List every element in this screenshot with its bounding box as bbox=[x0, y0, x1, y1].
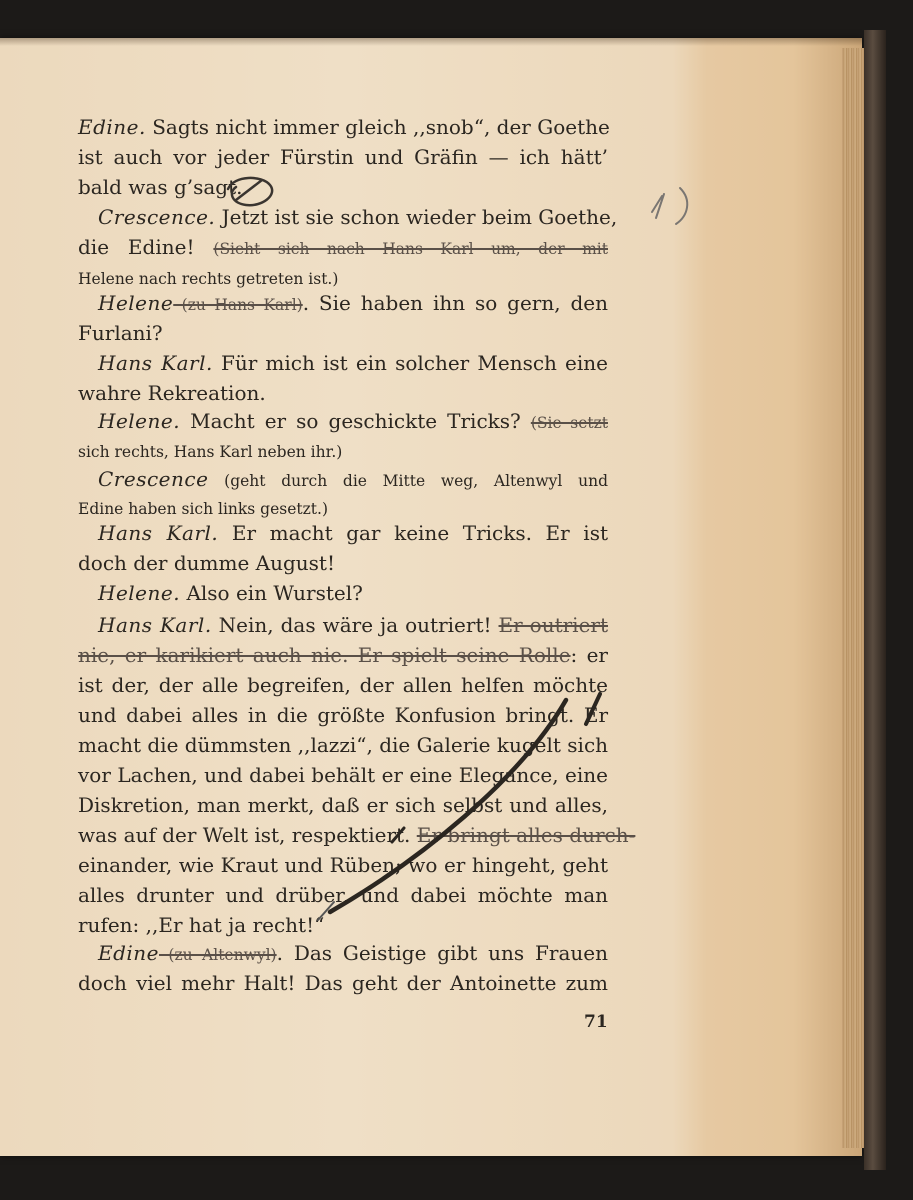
text-span: sich rechts, Hans Karl neben ihr.) bbox=[78, 443, 343, 461]
text-line bbox=[78, 850, 608, 880]
text-line bbox=[78, 378, 608, 408]
text-span: Helene nach rechts getreten ist.) bbox=[78, 270, 339, 288]
text-span: die Edine! bbox=[78, 235, 214, 259]
text-line bbox=[78, 610, 608, 640]
text-span: Er outriert bbox=[498, 613, 609, 637]
text-line bbox=[78, 968, 608, 998]
text-span: (zu Hans Karl) bbox=[173, 296, 303, 314]
text-span: Also ein Wurstel? bbox=[180, 581, 363, 605]
text-line bbox=[78, 348, 608, 378]
text-line bbox=[78, 880, 608, 910]
text-span: Nein, das wäre ja outriert! bbox=[211, 613, 499, 637]
text-line bbox=[78, 464, 608, 494]
text-line bbox=[78, 910, 608, 940]
text-line bbox=[78, 640, 608, 670]
text-line bbox=[78, 670, 608, 700]
page-edges bbox=[842, 48, 864, 1148]
text-span: Sagts nicht immer gleich ,,snob“, der Goethe bbox=[145, 115, 610, 139]
text-span: ist der, der alle begreifen, der allen helfen möchte bbox=[78, 673, 608, 697]
text-span: Für mich ist ein solcher Mensch eine bbox=[212, 351, 608, 375]
text-span: (zu Altenwyl) bbox=[159, 946, 277, 964]
text-span: Edine. bbox=[78, 115, 146, 139]
text-line bbox=[78, 548, 608, 578]
text-span: Jetzt ist sie schon wieder beim Goethe, bbox=[215, 205, 618, 229]
text-span: Edine bbox=[98, 941, 160, 965]
text-line bbox=[78, 820, 636, 850]
text-span: doch der dumme August! bbox=[78, 551, 335, 575]
page-number: 71 bbox=[584, 1012, 608, 1032]
text-span: Macht er so geschickte Tricks? bbox=[180, 409, 531, 433]
text-line bbox=[78, 232, 608, 262]
text-line bbox=[78, 790, 608, 820]
text-span: doch viel mehr Halt! Das geht der Antoinette zum bbox=[78, 971, 608, 995]
text-line bbox=[78, 518, 608, 548]
text-span: Hans Karl. bbox=[98, 521, 219, 545]
text-span: Hans Karl. bbox=[98, 613, 212, 637]
text-line bbox=[78, 730, 608, 760]
text-line bbox=[78, 172, 608, 202]
text-span: rufen: ,,Er hat ja recht!“ bbox=[78, 913, 325, 937]
text-line bbox=[78, 142, 608, 172]
text-span: macht die dümmsten ,,lazzi“, die Galerie kugelt sich bbox=[78, 733, 609, 757]
text-span: Helene. bbox=[98, 581, 181, 605]
text-span: Er bringt alles durch- bbox=[416, 823, 636, 847]
text-span: nie, er karikiert auch nie. Er spielt seine Rolle bbox=[78, 643, 571, 667]
book-spine bbox=[864, 30, 886, 1170]
page-top-shadow bbox=[0, 38, 862, 46]
text-span: alles drunter und drüber, und dabei möchte man bbox=[78, 883, 608, 907]
text-span: ist auch vor jeder Fürstin und Gräfin — ich hätt’ bbox=[78, 145, 608, 169]
text-span: : er bbox=[570, 643, 608, 667]
text-span: Diskretion, man merkt, daß er sich selbst und alles, bbox=[78, 793, 608, 817]
text-span: Edine haben sich links gesetzt.) bbox=[78, 500, 328, 518]
text-line bbox=[78, 578, 608, 608]
text-line bbox=[78, 112, 608, 142]
text-span: wahre Rekreation. bbox=[78, 381, 266, 405]
text-span: Hans Karl. bbox=[98, 351, 213, 375]
text-span: Er macht gar keine Tricks. Er ist bbox=[218, 521, 609, 545]
text-line bbox=[78, 700, 608, 730]
text-span: . Das Geistige gibt uns Frauen bbox=[276, 941, 608, 965]
text-span: Helene. bbox=[98, 409, 181, 433]
text-span: bald was g’sagt. bbox=[78, 175, 243, 199]
text-line bbox=[78, 318, 608, 348]
text-line bbox=[78, 435, 608, 465]
text-line bbox=[78, 760, 608, 790]
text-span: und dabei alles in die größte Konfusion bringt. Er bbox=[78, 703, 608, 727]
text-span: was auf der Welt ist, respektiert. bbox=[78, 823, 417, 847]
text-span: . Sie haben ihn so gern, den bbox=[302, 291, 608, 315]
text-span: (geht durch die Mitte weg, Altenwyl und bbox=[208, 472, 608, 490]
text-span: Helene bbox=[98, 291, 174, 315]
text-line bbox=[78, 202, 618, 232]
text-span: vor Lachen, und dabei behält er eine Elegance, eine bbox=[78, 763, 608, 787]
text-span: Furlani? bbox=[78, 321, 163, 345]
text-span: Crescence. bbox=[98, 205, 216, 229]
text-line bbox=[78, 938, 608, 968]
text-span: (Sie setzt bbox=[530, 414, 608, 432]
text-span: (Sieht sich nach Hans Karl um, der mit bbox=[213, 240, 608, 258]
text-line bbox=[78, 406, 608, 436]
text-span: Crescence bbox=[98, 467, 209, 491]
text-span: einander, wie Kraut und Rüben; wo er hingeht, geht bbox=[78, 853, 608, 877]
text-line bbox=[78, 288, 608, 318]
